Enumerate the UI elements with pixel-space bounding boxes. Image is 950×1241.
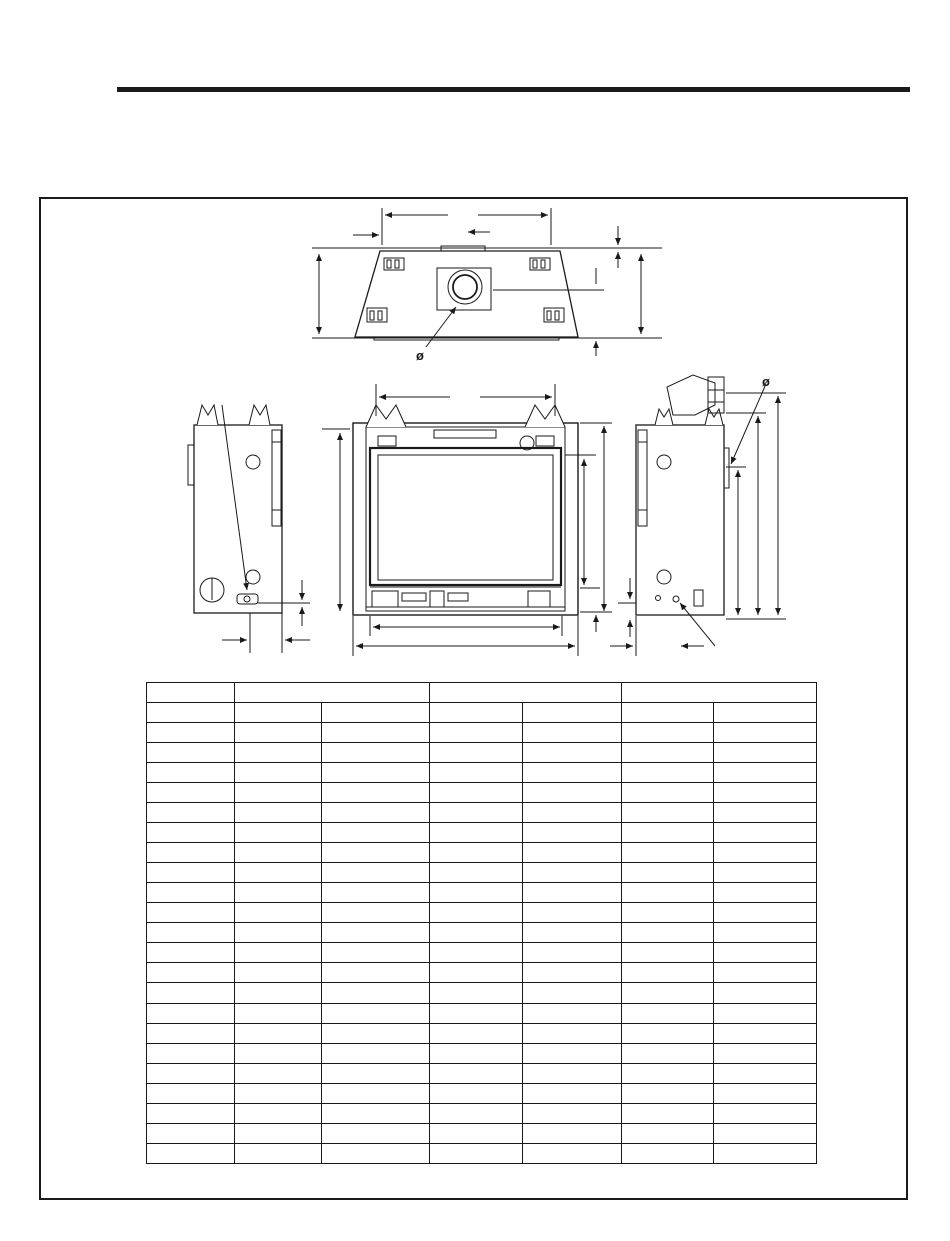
table-cell	[322, 763, 430, 783]
table-cell	[235, 723, 322, 743]
table-cell	[622, 943, 714, 963]
table-cell	[622, 743, 714, 763]
table-cell	[622, 1123, 714, 1143]
table-cell	[147, 1043, 235, 1063]
table-cell	[430, 803, 523, 823]
table-row	[147, 803, 817, 823]
table-row	[147, 843, 817, 863]
table-cell	[622, 783, 714, 803]
table-cell	[235, 1063, 322, 1083]
header-cell	[147, 683, 235, 703]
table-cell	[430, 783, 523, 803]
table-cell	[622, 803, 714, 823]
table-cell	[430, 843, 523, 863]
table-cell	[622, 843, 714, 863]
table-row	[147, 1083, 817, 1103]
table-cell	[430, 1083, 523, 1103]
top-view-standoff-bl	[367, 308, 387, 322]
table-cell	[430, 883, 523, 903]
top-view-standoff-br	[544, 308, 564, 322]
table-cell	[322, 943, 430, 963]
table-cell	[235, 1003, 322, 1023]
table-cell	[714, 763, 817, 783]
table-cell	[430, 863, 523, 883]
table-row	[147, 963, 817, 983]
table-cell	[523, 743, 622, 763]
table-cell	[622, 983, 714, 1003]
table-cell	[322, 1003, 430, 1023]
table-cell	[147, 1143, 235, 1163]
table-cell	[235, 763, 322, 783]
header-cell	[622, 683, 817, 703]
table-cell	[714, 823, 817, 843]
table-cell	[235, 1023, 322, 1043]
table-cell	[235, 883, 322, 903]
table-cell	[523, 1063, 622, 1083]
table-cell	[322, 1063, 430, 1083]
table-cell	[147, 763, 235, 783]
table-cell	[322, 1023, 430, 1043]
table-cell	[235, 803, 322, 823]
table-cell	[622, 703, 714, 723]
table-cell	[622, 1003, 714, 1023]
table-cell	[523, 883, 622, 903]
table-cell	[147, 963, 235, 983]
table-cell	[523, 703, 622, 723]
table-cell	[622, 723, 714, 743]
table-cell	[714, 843, 817, 863]
table-cell	[430, 923, 523, 943]
table-cell	[523, 863, 622, 883]
table-cell	[322, 843, 430, 863]
table-cell	[147, 1063, 235, 1083]
table-cell	[322, 883, 430, 903]
table-row	[147, 783, 817, 803]
table-row	[147, 1123, 817, 1143]
table-cell	[235, 963, 322, 983]
table-cell	[523, 1083, 622, 1103]
table-cell	[523, 1103, 622, 1123]
table-cell	[430, 983, 523, 1003]
table-cell	[523, 1023, 622, 1043]
table-cell	[322, 823, 430, 843]
table-cell	[714, 983, 817, 1003]
table-cell	[147, 983, 235, 1003]
table-row	[147, 883, 817, 903]
table-row	[147, 863, 817, 883]
table-cell	[523, 803, 622, 823]
table-cell	[147, 903, 235, 923]
table-cell	[147, 703, 235, 723]
table-cell	[714, 1103, 817, 1123]
table-cell	[523, 823, 622, 843]
front-view	[322, 384, 612, 656]
table-cell	[430, 1063, 523, 1083]
table-cell	[322, 923, 430, 943]
table-cell	[322, 723, 430, 743]
table-cell	[622, 863, 714, 883]
table-cell	[147, 943, 235, 963]
table-cell	[235, 843, 322, 863]
table-cell	[523, 903, 622, 923]
table-cell	[430, 1103, 523, 1123]
table-row	[147, 1063, 817, 1083]
table-cell	[622, 923, 714, 943]
table-cell	[714, 1083, 817, 1103]
table-row	[147, 983, 817, 1003]
table-cell	[523, 1003, 622, 1023]
table-cell	[430, 1003, 523, 1023]
table-row	[147, 1103, 817, 1123]
top-view	[312, 208, 662, 356]
top-view-diameter-symbol: ø	[416, 348, 424, 363]
table-row	[147, 743, 817, 763]
table-cell	[235, 1143, 322, 1163]
table-cell	[322, 1143, 430, 1163]
table-cell	[714, 723, 817, 743]
header-cell	[430, 683, 622, 703]
table-cell	[235, 743, 322, 763]
table-cell	[322, 703, 430, 723]
table-row	[147, 1043, 817, 1063]
table-cell	[235, 1123, 322, 1143]
table-cell	[622, 1043, 714, 1063]
table-cell	[430, 1143, 523, 1163]
table-cell	[714, 1143, 817, 1163]
table-cell	[147, 923, 235, 943]
table-cell	[523, 763, 622, 783]
table-cell	[714, 783, 817, 803]
table-cell	[714, 743, 817, 763]
table-row	[147, 703, 817, 723]
table-cell	[714, 903, 817, 923]
table-row	[147, 723, 817, 743]
table-row	[147, 823, 817, 843]
top-view-standoff-tl	[384, 258, 404, 270]
table-cell	[235, 1103, 322, 1123]
table-cell	[322, 803, 430, 823]
table-cell	[322, 983, 430, 1003]
table-cell	[523, 943, 622, 963]
right-side-view	[610, 375, 786, 656]
table-row	[147, 1023, 817, 1043]
table-cell	[322, 783, 430, 803]
table-cell	[147, 1003, 235, 1023]
table-cell	[235, 783, 322, 803]
table-cell	[714, 1003, 817, 1023]
table-cell	[622, 963, 714, 983]
table-row	[147, 763, 817, 783]
table-cell	[523, 843, 622, 863]
table-cell	[147, 1103, 235, 1123]
table-cell	[147, 743, 235, 763]
table-cell	[147, 803, 235, 823]
table-cell	[430, 1023, 523, 1043]
header-cell	[235, 683, 430, 703]
top-view-standoff-tr	[530, 258, 550, 270]
table-cell	[147, 783, 235, 803]
table-cell	[523, 723, 622, 743]
table-cell	[235, 1043, 322, 1063]
table-cell	[235, 923, 322, 943]
table-cell	[523, 1123, 622, 1143]
table-cell	[430, 963, 523, 983]
table-cell	[714, 883, 817, 903]
table-cell	[430, 823, 523, 843]
table-cell	[622, 1143, 714, 1163]
table-cell	[622, 903, 714, 923]
table-cell	[714, 1123, 817, 1143]
table-cell	[235, 1083, 322, 1103]
table-cell	[430, 943, 523, 963]
table-header-row	[147, 683, 817, 703]
table-cell	[622, 763, 714, 783]
table-row	[147, 923, 817, 943]
table-cell	[523, 983, 622, 1003]
table-cell	[147, 843, 235, 863]
table-cell	[235, 983, 322, 1003]
table-cell	[714, 923, 817, 943]
table-cell	[622, 1083, 714, 1103]
table-cell	[235, 823, 322, 843]
table-row	[147, 943, 817, 963]
table-cell	[622, 883, 714, 903]
table-cell	[147, 723, 235, 743]
table-cell	[235, 903, 322, 923]
table-cell	[523, 963, 622, 983]
table-cell	[622, 823, 714, 843]
table-cell	[235, 703, 322, 723]
table-cell	[430, 743, 523, 763]
side-view-diameter-symbol: ø	[762, 374, 770, 389]
table-cell	[523, 923, 622, 943]
table-cell	[147, 823, 235, 843]
table-body	[147, 703, 817, 1164]
table-cell	[430, 903, 523, 923]
table-cell	[430, 763, 523, 783]
table-cell	[322, 1043, 430, 1063]
table-cell	[523, 1043, 622, 1063]
table-cell	[714, 703, 817, 723]
table-cell	[714, 943, 817, 963]
table-cell	[430, 723, 523, 743]
table-cell	[714, 1063, 817, 1083]
table-cell	[235, 863, 322, 883]
left-side-view	[188, 405, 310, 653]
table-cell	[147, 1123, 235, 1143]
table-cell	[714, 1043, 817, 1063]
table-cell	[622, 1063, 714, 1083]
table-cell	[622, 1103, 714, 1123]
table-cell	[322, 1103, 430, 1123]
table-cell	[714, 863, 817, 883]
table-cell	[622, 1023, 714, 1043]
table-cell	[322, 963, 430, 983]
table-cell	[430, 1123, 523, 1143]
table-row	[147, 1003, 817, 1023]
table-cell	[430, 703, 523, 723]
table-cell	[235, 943, 322, 963]
table-cell	[147, 1023, 235, 1043]
table-cell	[430, 1043, 523, 1063]
table-cell	[322, 743, 430, 763]
table-row	[147, 903, 817, 923]
table-cell	[523, 1143, 622, 1163]
table-row	[147, 1143, 817, 1163]
table-cell	[714, 1023, 817, 1043]
table-cell	[714, 803, 817, 823]
table-cell	[147, 863, 235, 883]
dimension-table	[146, 682, 817, 1164]
table-cell	[322, 903, 430, 923]
table-cell	[322, 1123, 430, 1143]
table-cell	[714, 963, 817, 983]
table-cell	[147, 1083, 235, 1103]
table-cell	[147, 883, 235, 903]
table-cell	[322, 863, 430, 883]
table-cell	[322, 1083, 430, 1103]
table-cell	[523, 783, 622, 803]
